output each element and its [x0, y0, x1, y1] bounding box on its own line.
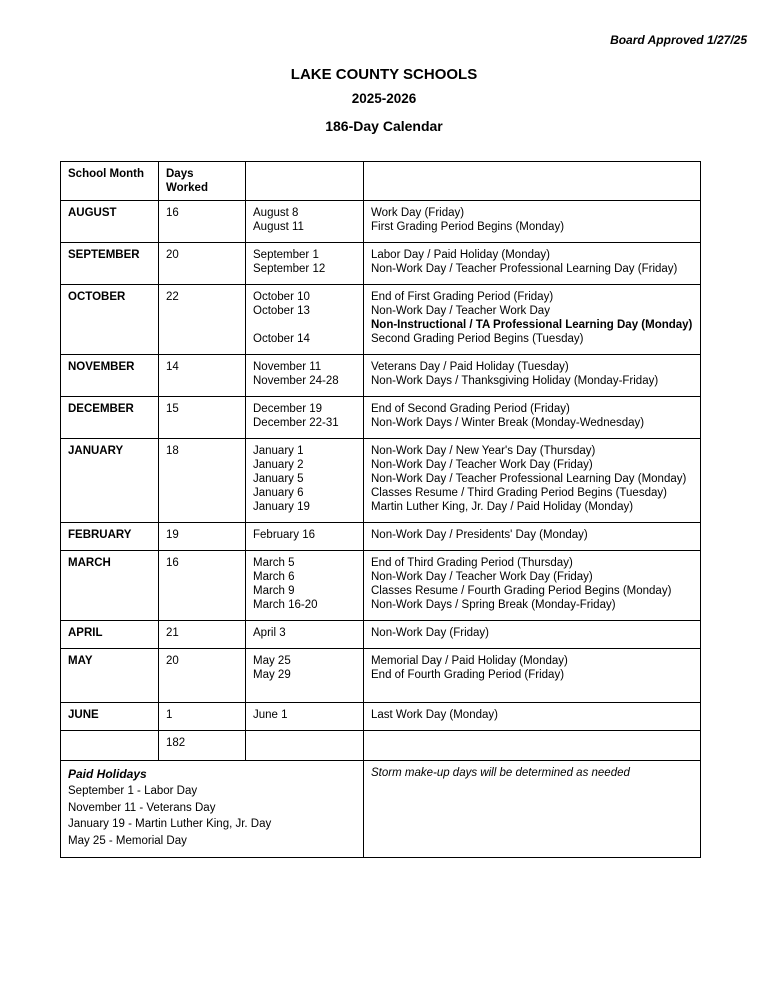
- date-line: October 10: [253, 291, 310, 303]
- dates-cell: [246, 439, 364, 523]
- days-worked-cell: 22: [159, 285, 246, 355]
- date-line: May 25: [253, 655, 291, 667]
- event-line: Non-Work Days / Winter Break (Monday-Wednesday): [371, 417, 645, 429]
- month-cell: OCTOBER: [61, 285, 159, 355]
- dates-cell: [246, 243, 364, 285]
- event-line: Non-Work Day / Teacher Professional Learning Day (Monday): [371, 473, 687, 485]
- date-line: March 5: [253, 557, 295, 569]
- month-cell: AUGUST: [61, 201, 159, 243]
- event-line: Non-Work Day (Friday): [371, 627, 489, 639]
- month-row: [61, 201, 701, 243]
- month-row: [61, 397, 701, 439]
- month-row: [61, 703, 701, 731]
- paid-holidays-cell: [61, 761, 364, 858]
- event-line: Second Grading Period Begins (Tuesday): [371, 333, 584, 345]
- total-events-cell: [364, 731, 701, 761]
- event-line: Non-Instructional / TA Professional Learning Day (Monday): [371, 319, 693, 331]
- paid-holiday-item: January 19 - Martin Luther King, Jr. Day: [68, 818, 272, 830]
- event-line: Non-Work Day / Teacher Work Day (Friday): [371, 459, 593, 471]
- events-cell: [364, 439, 701, 523]
- event-line: End of Second Grading Period (Friday): [371, 403, 570, 415]
- event-line: Classes Resume / Fourth Grading Period Begins (Monday): [371, 585, 672, 597]
- events-cell: [364, 201, 701, 243]
- paid-holiday-item: May 25 - Memorial Day: [68, 834, 187, 847]
- date-line: [253, 318, 356, 332]
- days-worked-cell: 21: [159, 621, 246, 649]
- event-line: Non-Work Day / Teacher Work Day: [371, 305, 550, 317]
- storm-note-text: Storm make-up days will be determined as needed: [371, 767, 630, 779]
- event-line: End of First Grading Period (Friday): [371, 291, 554, 303]
- date-line: February 16: [253, 529, 316, 541]
- event-line: End of Third Grading Period (Thursday): [371, 557, 573, 569]
- month-row: [61, 551, 701, 621]
- event-line: Memorial Day / Paid Holiday (Monday): [371, 655, 568, 667]
- date-line: October 14: [253, 333, 310, 345]
- dates-cell: [246, 523, 364, 551]
- event-line: Work Day (Friday): [371, 207, 465, 219]
- dates-cell: [246, 551, 364, 621]
- days-worked-cell: 1: [159, 703, 246, 731]
- date-line: December 22-31: [253, 417, 339, 429]
- events-cell: [364, 285, 701, 355]
- events-cell: [364, 243, 701, 285]
- month-cell: JANUARY: [61, 439, 159, 523]
- month-cell: MAY: [61, 649, 159, 703]
- date-line: March 6: [253, 571, 295, 583]
- header-events: [364, 162, 701, 201]
- event-line: Non-Work Day / Presidents' Day (Monday): [371, 529, 588, 541]
- events-cell: [364, 523, 701, 551]
- calendar-table: [60, 161, 701, 858]
- events-cell: [364, 551, 701, 621]
- month-cell: JUNE: [61, 703, 159, 731]
- month-row: [61, 285, 701, 355]
- date-line: September 12: [253, 263, 326, 275]
- page-title: LAKE COUNTY SCHOOLS: [290, 66, 478, 83]
- dates-cell: [246, 355, 364, 397]
- date-line: December 19: [253, 403, 323, 415]
- days-worked-cell: 16: [159, 201, 246, 243]
- date-line: November 11: [253, 361, 322, 373]
- board-approved-text: Board Approved 1/27/25: [610, 33, 747, 47]
- month-cell: DECEMBER: [61, 397, 159, 439]
- month-cell: FEBRUARY: [61, 523, 159, 551]
- date-line: January 5: [253, 473, 304, 485]
- footer-row: [61, 761, 701, 858]
- month-row: [61, 523, 701, 551]
- paid-holidays-heading: Paid Holidays: [68, 767, 147, 781]
- date-line: January 2: [253, 459, 304, 471]
- event-line: Last Work Day (Monday): [371, 709, 498, 721]
- header-days-worked: Days Worked: [159, 162, 246, 201]
- event-line: First Grading Period Begins (Monday): [371, 221, 565, 233]
- event-line: Non-Work Day / Teacher Work Day (Friday): [371, 571, 593, 583]
- events-cell: [364, 621, 701, 649]
- event-line: Non-Work Day / New Year's Day (Thursday): [371, 445, 596, 457]
- date-line: August 11: [253, 221, 304, 233]
- header-row: [61, 162, 701, 201]
- calendar-name: 186-Day Calendar: [325, 118, 443, 134]
- date-line: August 8: [253, 207, 299, 219]
- date-line: March 16-20: [253, 599, 318, 611]
- days-worked-cell: 15: [159, 397, 246, 439]
- event-line: End of Fourth Grading Period (Friday): [371, 669, 565, 681]
- event-line: Non-Work Days / Spring Break (Monday-Friday): [371, 599, 616, 611]
- dates-cell: [246, 649, 364, 703]
- calendar-table-body: [61, 162, 701, 858]
- date-line: November 24-28: [253, 375, 339, 387]
- total-row: [61, 731, 701, 761]
- date-line: March 9: [253, 585, 295, 597]
- events-cell: [364, 703, 701, 731]
- event-line: Veterans Day / Paid Holiday (Tuesday): [371, 361, 569, 373]
- date-line: September 1: [253, 249, 319, 261]
- dates-cell: [246, 285, 364, 355]
- events-cell: [364, 397, 701, 439]
- days-worked-cell: 18: [159, 439, 246, 523]
- date-line: April 3: [253, 627, 286, 639]
- title-block: [0, 66, 768, 135]
- month-row: [61, 355, 701, 397]
- month-cell: MARCH: [61, 551, 159, 621]
- event-line: Non-Work Days / Thanksgiving Holiday (Monday-Friday): [371, 375, 659, 387]
- header-school-month: School Month: [61, 162, 159, 201]
- month-cell: SEPTEMBER: [61, 243, 159, 285]
- days-worked-cell: 14: [159, 355, 246, 397]
- month-cell: APRIL: [61, 621, 159, 649]
- days-worked-cell: 20: [159, 243, 246, 285]
- event-line: Non-Work Day / Teacher Professional Learning Day (Friday): [371, 263, 678, 275]
- date-line: January 19: [253, 501, 310, 513]
- paid-holiday-item: November 11 - Veterans Day: [68, 801, 216, 814]
- month-row: [61, 439, 701, 523]
- events-cell: [364, 355, 701, 397]
- date-line: January 1: [253, 445, 304, 457]
- dates-cell: [246, 201, 364, 243]
- days-worked-cell: 19: [159, 523, 246, 551]
- header-dates: [246, 162, 364, 201]
- days-worked-cell: 20: [159, 649, 246, 703]
- total-days-cell: 182: [159, 731, 246, 761]
- event-line: Martin Luther King, Jr. Day / Paid Holiday (Monday): [371, 501, 634, 513]
- date-line: October 13: [253, 305, 310, 317]
- date-line: January 6: [253, 487, 304, 499]
- dates-cell: [246, 703, 364, 731]
- dates-cell: [246, 397, 364, 439]
- school-year: 2025-2026: [351, 91, 417, 106]
- dates-cell: [246, 621, 364, 649]
- month-cell: NOVEMBER: [61, 355, 159, 397]
- total-month-cell: [61, 731, 159, 761]
- paid-holiday-item: September 1 - Labor Day: [68, 785, 198, 797]
- month-row: [61, 621, 701, 649]
- total-dates-cell: [246, 731, 364, 761]
- month-row: [61, 649, 701, 703]
- date-line: June 1: [253, 709, 288, 721]
- days-worked-cell: 16: [159, 551, 246, 621]
- date-line: May 29: [253, 669, 291, 681]
- month-row: [61, 243, 701, 285]
- event-line: Labor Day / Paid Holiday (Monday): [371, 249, 550, 261]
- event-line: Classes Resume / Third Grading Period Begins (Tuesday): [371, 487, 667, 499]
- events-cell: [364, 649, 701, 703]
- storm-note-cell: [364, 761, 701, 858]
